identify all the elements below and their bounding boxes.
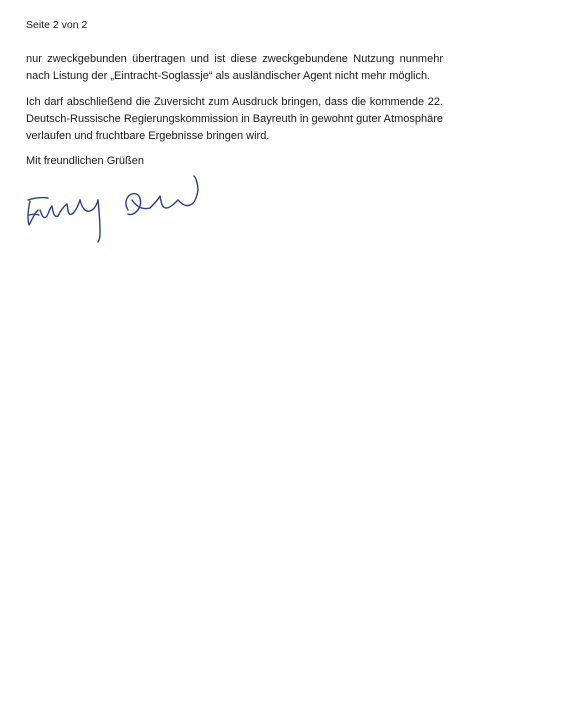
letter-closing: Mit freundlichen Grüßen — [26, 155, 144, 167]
page-number-label: Seite 2 von 2 — [26, 19, 88, 31]
letter-paragraph-1: nur zweckgebunden übertragen und ist diese zweckgebundene Nutzung nunmehr nach Listung der „Eintracht-Soglassje“ als ausländischer Agent nicht mehr möglich. — [26, 53, 443, 82]
handwritten-signature — [20, 170, 220, 250]
letter-paragraph-2: Ich darf abschließend die Zuversicht zum Ausdruck bringen, dass die kommende 22. Deutsch-Russische Regierungskommission in Bayreuth in gewohnt guter Atmosphäre verlaufen und fruchtbare Ergebnisse bringen wird. — [26, 96, 443, 142]
